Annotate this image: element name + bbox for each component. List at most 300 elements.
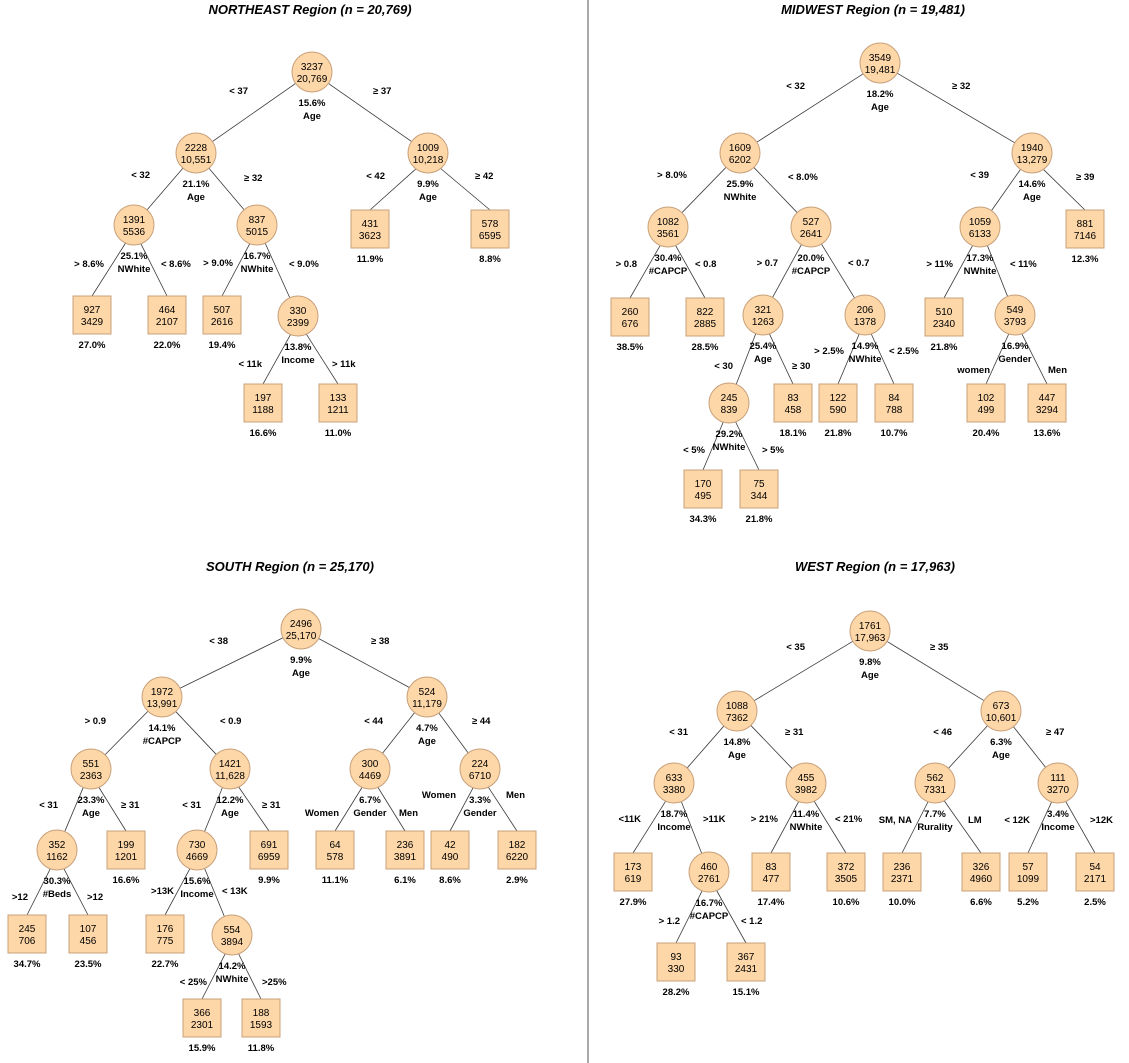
edge-split-label: > 0.9 <box>84 716 106 727</box>
tree-edge <box>209 168 244 209</box>
tree-node-circle <box>845 295 885 365</box>
node-rate: 15.9% <box>188 1043 216 1054</box>
node-event-count: 245 <box>720 393 738 404</box>
edge-split-label: < 35 <box>786 642 805 653</box>
node-event-count: 2228 <box>184 143 208 154</box>
node-event-count: 3549 <box>868 53 892 64</box>
tree-edge <box>319 638 410 687</box>
edge-split-label: < 31 <box>39 800 58 811</box>
tree-node-square <box>244 384 282 439</box>
tree-node-square <box>614 853 652 908</box>
node-rate: 30.3% <box>43 876 71 887</box>
node-split-variable: Income <box>1041 822 1075 833</box>
tree-node-square <box>250 831 288 886</box>
node-sample-size: 3505 <box>834 874 858 885</box>
node-event-count: 182 <box>508 840 526 851</box>
node-sample-size: 20,769 <box>296 74 328 85</box>
northeast-region-title: NORTHEAST Region (n = 20,769) <box>208 2 412 17</box>
edge-split-label: < 39 <box>970 170 989 181</box>
edge-split-label: Women <box>304 808 339 819</box>
node-event-count: 455 <box>797 773 815 784</box>
tree-node-circle <box>177 830 217 900</box>
node-event-count: 730 <box>188 840 206 851</box>
tree-node-square <box>684 470 722 525</box>
node-event-count: 464 <box>158 305 176 316</box>
node-split-variable: Age <box>1023 192 1041 203</box>
node-event-count: 460 <box>700 862 718 873</box>
tree-node-square <box>8 915 46 970</box>
edge-split-label: ≥ 37 <box>373 86 392 97</box>
node-sample-size: 458 <box>784 405 802 416</box>
edge-split-label: > 11% <box>926 259 953 270</box>
tree-node-square <box>183 999 221 1054</box>
tree-node-square <box>727 943 765 998</box>
edge-split-label: < 31 <box>669 727 688 738</box>
south-region-title: SOUTH Region (n = 25,170) <box>206 559 374 574</box>
tree-node-square <box>827 853 865 908</box>
tree-node-circle <box>1038 763 1078 833</box>
edge-split-label: < 37 <box>229 86 248 97</box>
edge-split-label: >12 <box>87 892 104 903</box>
node-event-count: 133 <box>329 393 347 404</box>
node-event-count: 173 <box>624 862 642 873</box>
tree-node-circle <box>114 205 154 275</box>
edge-split-label: < 1.2 <box>741 916 763 927</box>
edge-split-label: < 2.5% <box>889 346 919 357</box>
tree-edge <box>949 726 988 769</box>
node-event-count: 122 <box>829 393 847 404</box>
node-event-count: 1609 <box>728 143 752 154</box>
edge-split-label: < 32 <box>786 81 805 92</box>
node-rate: 9.9% <box>290 655 312 666</box>
tree-edge <box>328 83 411 141</box>
node-event-count: 188 <box>252 1008 270 1019</box>
tree-node-square <box>242 999 280 1054</box>
node-rate: 15.1% <box>732 987 760 998</box>
node-sample-size: 6959 <box>257 852 281 863</box>
tree-node-circle <box>791 207 831 277</box>
node-rate: 13.8% <box>284 342 312 353</box>
node-sample-size: 2641 <box>799 229 823 240</box>
node-split-variable: NWhite <box>789 822 823 833</box>
tree-edge <box>105 711 148 755</box>
edge-split-label: < 31 <box>182 800 201 811</box>
tree-node-square <box>1009 853 1047 908</box>
node-sample-size: 4960 <box>969 874 993 885</box>
tree-edge <box>757 74 863 142</box>
node-sample-size: 4469 <box>358 771 382 782</box>
tree-node-circle <box>786 763 826 833</box>
node-sample-size: 6595 <box>478 231 502 242</box>
tree-node-circle <box>709 383 749 453</box>
node-event-count: 1940 <box>1020 143 1044 154</box>
edge-split-label: Women <box>421 790 456 801</box>
node-event-count: 562 <box>926 773 944 784</box>
edge-split-label: > 8.6% <box>74 259 104 270</box>
node-event-count: 64 <box>329 840 341 851</box>
node-sample-size: 7146 <box>1073 231 1097 242</box>
tree-node-square <box>752 853 790 908</box>
edge-split-label: < 30 <box>714 361 733 372</box>
node-rate: 21.8% <box>745 514 773 525</box>
node-rate: 14.9% <box>851 341 879 352</box>
node-event-count: 1972 <box>150 687 174 698</box>
node-rate: 19.4% <box>208 340 236 351</box>
node-event-count: 673 <box>992 701 1010 712</box>
node-rate: 16.6% <box>249 428 277 439</box>
tree-node-square <box>203 296 241 351</box>
tree-node-circle <box>210 749 250 819</box>
node-rate: 25.4% <box>749 341 777 352</box>
node-rate: 18.2% <box>866 89 894 100</box>
node-event-count: 507 <box>213 305 231 316</box>
edge-split-label: ≥ 30 <box>792 361 811 372</box>
node-rate: 22.7% <box>151 959 179 970</box>
node-rate: 14.1% <box>148 723 176 734</box>
node-sample-size: 10,601 <box>985 713 1017 724</box>
node-rate: 8.6% <box>439 875 461 886</box>
node-sample-size: 2431 <box>734 964 758 975</box>
node-rate: 9.9% <box>417 179 439 190</box>
node-rate: 17.4% <box>757 897 785 908</box>
node-rate: 10.6% <box>832 897 860 908</box>
node-sample-size: 2371 <box>890 874 914 885</box>
node-rate: 9.8% <box>859 657 881 668</box>
node-split-variable: Age <box>419 192 437 203</box>
node-sample-size: 2399 <box>286 318 310 329</box>
node-event-count: 3237 <box>300 62 324 73</box>
node-split-variable: Age <box>871 102 889 113</box>
node-event-count: 578 <box>481 219 499 230</box>
edge-split-label: < 38 <box>209 636 228 647</box>
edge-split-label: Men <box>1048 365 1067 376</box>
edge-split-label: > 21% <box>750 814 778 825</box>
node-rate: 13.6% <box>1033 428 1061 439</box>
tree-node-square <box>107 831 145 886</box>
tree-node-circle <box>212 915 252 985</box>
tree-node-square <box>611 298 649 353</box>
node-event-count: 236 <box>893 862 911 873</box>
tree-node-square <box>498 831 536 886</box>
node-event-count: 1059 <box>968 217 992 228</box>
node-split-variable: NWhite <box>723 192 757 203</box>
node-rate: 12.3% <box>1071 254 1099 265</box>
node-split-variable: NWhite <box>963 266 997 277</box>
node-split-variable: Gender <box>463 808 497 819</box>
node-event-count: 1761 <box>858 621 882 632</box>
node-rate: 20.0% <box>797 253 825 264</box>
node-rate: 8.8% <box>479 254 501 265</box>
node-rate: 3.4% <box>1047 809 1069 820</box>
node-split-variable: NWhite <box>712 442 746 453</box>
edge-split-label: < 9.0% <box>289 259 319 270</box>
node-rate: 25.1% <box>120 251 148 262</box>
node-rate: 16.7% <box>695 898 723 909</box>
edge-split-label: women <box>957 365 990 376</box>
tree-node-square <box>319 384 357 439</box>
node-sample-size: 6133 <box>968 229 992 240</box>
node-sample-size: 456 <box>79 936 97 947</box>
edge-split-label: < 44 <box>364 716 383 727</box>
node-rate: 18.1% <box>779 428 807 439</box>
node-sample-size: 2761 <box>697 874 721 885</box>
node-rate: 10.7% <box>880 428 908 439</box>
node-rate: 6.6% <box>970 897 992 908</box>
node-split-variable: Age <box>418 736 436 747</box>
edge-split-label: ≥ 31 <box>262 800 281 811</box>
node-rate: 23.5% <box>74 959 102 970</box>
node-event-count: 330 <box>289 306 307 317</box>
node-rate: 2.5% <box>1084 897 1106 908</box>
node-split-variable: Rurality <box>917 822 953 833</box>
tree-node-square <box>148 296 186 351</box>
node-rate: 7.7% <box>924 809 946 820</box>
node-sample-size: 17,963 <box>854 633 886 644</box>
tree-node-circle <box>350 749 390 819</box>
node-split-variable: Income <box>281 355 315 366</box>
edge-split-label: >13K <box>151 886 174 897</box>
edge-split-label: Men <box>506 790 525 801</box>
node-sample-size: 839 <box>720 405 738 416</box>
node-rate: 11.4% <box>792 809 820 820</box>
node-rate: 21.8% <box>824 428 852 439</box>
node-split-variable: Age <box>221 808 239 819</box>
node-event-count: 549 <box>1006 305 1024 316</box>
node-split-variable: Age <box>82 808 100 819</box>
tree-node-circle <box>460 749 500 819</box>
tree-node-square <box>774 384 812 439</box>
tree-edge <box>439 713 468 753</box>
node-event-count: 224 <box>471 759 489 770</box>
edge-split-label: LM <box>968 815 982 826</box>
node-sample-size: 13,279 <box>1016 155 1048 166</box>
node-sample-size: 1188 <box>252 405 274 416</box>
node-sample-size: 477 <box>762 874 780 885</box>
node-rate: 5.2% <box>1017 897 1039 908</box>
node-split-variable: Age <box>861 670 879 681</box>
node-split-variable: Income <box>180 889 214 900</box>
tree-edge <box>991 169 1020 210</box>
tree-node-circle <box>37 830 77 900</box>
edge-split-label: Men <box>399 808 418 819</box>
node-event-count: 1421 <box>218 759 242 770</box>
node-event-count: 927 <box>83 305 101 316</box>
tree-edge <box>1013 727 1045 768</box>
node-event-count: 111 <box>1050 773 1066 784</box>
node-event-count: 431 <box>361 219 379 230</box>
edge-split-label: ≥ 31 <box>785 727 804 738</box>
node-rate: 22.0% <box>153 340 181 351</box>
tree-node-circle <box>743 295 783 365</box>
tree-node-square <box>316 831 354 886</box>
node-sample-size: 6220 <box>505 852 529 863</box>
edge-split-label: < 46 <box>933 727 952 738</box>
node-split-variable: Income <box>657 822 691 833</box>
node-event-count: 83 <box>765 862 777 873</box>
node-rate: 11.8% <box>247 1043 275 1054</box>
node-split-variable: NWhite <box>240 264 274 275</box>
node-sample-size: 3623 <box>358 231 382 242</box>
node-sample-size: 2340 <box>932 319 956 330</box>
tree-node-square <box>471 210 509 265</box>
node-split-variable: NWhite <box>848 354 882 365</box>
node-rate: 27.0% <box>78 340 106 351</box>
edge-split-label: < 11% <box>1010 259 1037 270</box>
tree-node-square <box>686 298 724 353</box>
node-sample-size: 19,481 <box>864 65 896 76</box>
node-sample-size: 3380 <box>662 785 686 796</box>
node-rate: 4.7% <box>416 723 438 734</box>
node-event-count: 881 <box>1076 219 1094 230</box>
node-sample-size: 13,991 <box>146 699 178 710</box>
node-split-variable: Age <box>292 668 310 679</box>
edge-split-label: < 0.8 <box>695 259 717 270</box>
edge-split-label: >12 <box>11 892 28 903</box>
node-event-count: 107 <box>79 924 97 935</box>
node-sample-size: 1263 <box>751 317 775 328</box>
node-event-count: 75 <box>753 479 765 490</box>
node-sample-size: 11,628 <box>215 771 245 782</box>
node-rate: 16.6% <box>112 875 140 886</box>
edge-split-label: ≥ 35 <box>930 642 949 653</box>
node-rate: 16.7% <box>243 251 271 262</box>
node-event-count: 447 <box>1038 393 1056 404</box>
node-rate: 9.9% <box>258 875 280 886</box>
tree-node-square <box>351 210 389 265</box>
node-sample-size: 2616 <box>210 317 234 328</box>
node-split-variable: NWhite <box>117 264 151 275</box>
node-split-variable: Gender <box>353 808 387 819</box>
edge-split-label: >25% <box>262 977 287 988</box>
tree-node-circle <box>689 852 729 922</box>
edge-split-label: < 13K <box>222 886 248 897</box>
tree-node-square <box>875 384 913 439</box>
node-split-variable: #CAPCP <box>142 736 182 747</box>
tree-edge <box>682 167 726 212</box>
node-sample-size: 10,551 <box>180 155 212 166</box>
node-sample-size: 2171 <box>1083 874 1107 885</box>
node-split-variable: #CAPCP <box>648 266 688 277</box>
edge-split-label: > 11k <box>332 359 356 370</box>
edge-split-label: < 0.7 <box>848 258 870 269</box>
node-sample-size: 3894 <box>220 937 244 948</box>
edge-split-label: ≥ 38 <box>371 636 390 647</box>
tree-node-circle <box>654 763 694 833</box>
edge-split-label: > 1.2 <box>658 916 680 927</box>
tree-node-square <box>962 853 1000 908</box>
node-sample-size: 3561 <box>656 229 680 240</box>
node-event-count: 84 <box>888 393 900 404</box>
node-event-count: 199 <box>117 840 135 851</box>
node-event-count: 352 <box>48 840 66 851</box>
node-rate: 6.3% <box>990 737 1012 748</box>
edge-split-label: > 2.5% <box>814 346 844 357</box>
node-sample-size: 788 <box>885 405 903 416</box>
node-sample-size: 3429 <box>80 317 104 328</box>
node-event-count: 321 <box>754 305 772 316</box>
node-sample-size: 499 <box>977 405 995 416</box>
tree-edge <box>147 168 183 210</box>
node-sample-size: 490 <box>441 852 459 863</box>
tree-edge <box>180 638 283 688</box>
node-sample-size: 5536 <box>122 227 146 238</box>
node-sample-size: 6202 <box>728 155 752 166</box>
node-split-variable: NWhite <box>215 974 249 985</box>
node-rate: 14.6% <box>1018 179 1046 190</box>
tree-node-square <box>386 831 424 886</box>
edge-split-label: < 32 <box>131 170 150 181</box>
tree-node-circle <box>960 207 1000 277</box>
tree-node-circle <box>281 609 321 679</box>
node-event-count: 691 <box>260 840 278 851</box>
node-sample-size: 7362 <box>725 713 749 724</box>
node-event-count: 372 <box>837 862 855 873</box>
node-sample-size: 2107 <box>155 317 179 328</box>
tree-node-square <box>146 915 184 970</box>
edge-split-label: >12K <box>1090 815 1113 826</box>
node-sample-size: 706 <box>18 936 36 947</box>
node-event-count: 367 <box>737 952 755 963</box>
node-rate: 27.9% <box>619 897 647 908</box>
midwest-region-title: MIDWEST Region (n = 19,481) <box>781 2 965 17</box>
edge-split-label: < 5% <box>683 445 705 456</box>
node-rate: 38.5% <box>616 342 644 353</box>
tree-edge <box>382 713 414 754</box>
node-rate: 28.5% <box>691 342 719 353</box>
node-sample-size: 7331 <box>923 785 947 796</box>
node-sample-size: 2363 <box>79 771 103 782</box>
node-rate: 3.3% <box>469 795 491 806</box>
edge-split-label: < 11k <box>238 359 262 370</box>
node-sample-size: 1211 <box>327 405 349 416</box>
node-event-count: 837 <box>248 215 266 226</box>
node-rate: 12.2% <box>216 795 244 806</box>
tree-node-circle <box>71 749 111 819</box>
node-split-variable: Gender <box>998 354 1032 365</box>
edge-split-label: < 8.0% <box>788 172 818 183</box>
edge-split-label: ≥ 32 <box>952 81 971 92</box>
node-event-count: 551 <box>82 759 100 770</box>
node-split-variable: #CAPCP <box>689 911 729 922</box>
node-sample-size: 495 <box>694 491 712 502</box>
edge-split-label: <11K <box>618 814 641 825</box>
node-event-count: 93 <box>670 952 682 963</box>
west-region-title: WEST Region (n = 17,963) <box>794 559 956 574</box>
node-sample-size: 1099 <box>1016 874 1040 885</box>
node-sample-size: 11,179 <box>412 699 442 710</box>
node-split-variable: Age <box>728 750 746 761</box>
node-event-count: 524 <box>418 687 436 698</box>
node-rate: 6.7% <box>359 795 381 806</box>
node-sample-size: 4669 <box>185 852 209 863</box>
tree-node-circle <box>860 43 900 113</box>
node-sample-size: 2885 <box>693 319 717 330</box>
node-split-variable: Age <box>303 111 321 122</box>
node-rate: 34.7% <box>13 959 41 970</box>
node-split-variable: Age <box>187 192 205 203</box>
node-sample-size: 1162 <box>46 852 68 863</box>
node-sample-size: 10,218 <box>412 155 444 166</box>
node-event-count: 170 <box>694 479 712 490</box>
node-sample-size: 578 <box>326 852 344 863</box>
node-event-count: 102 <box>977 393 995 404</box>
edge-split-label: > 5% <box>762 445 784 456</box>
edge-split-label: > 9.0% <box>203 258 233 269</box>
node-sample-size: 1201 <box>114 852 138 863</box>
node-event-count: 57 <box>1022 862 1034 873</box>
tree-node-square <box>1066 210 1104 265</box>
node-event-count: 206 <box>856 305 874 316</box>
